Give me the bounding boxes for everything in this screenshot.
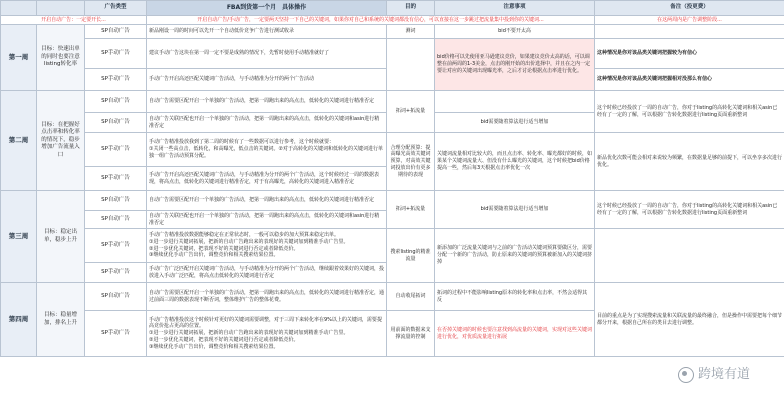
ad-type: SP手动广告 bbox=[85, 263, 147, 283]
notes-cell bbox=[435, 91, 595, 113]
steps-cell: 手动广告精准投放数据能够稳定在正常状态时，一般可以稳步的加大预算来稳定出单。 ①进一步进行关键词拓展，把新的自动广告跑出来的表现好的关键词加到精准手动广告里。 ②进一步优化关键词，把表现不好的关键词进行否定或者降低竞价。 ③继续优化手动广告出价，调整竞价和相关搜索结果位置。 bbox=[147, 229, 387, 263]
notes-cell bbox=[435, 191, 595, 229]
week-label: 第二周 bbox=[1, 91, 37, 191]
remark-cell bbox=[595, 91, 784, 133]
steps-cell: 新品刚设一周的时间可以先开一个自动低价竞争广告进行测试收录 bbox=[147, 25, 387, 39]
steps-cell: 自动广告需要区配开启一个单独的广告活动，把第一周跑出来的高点击，低转化的关键词进行精准否定 bbox=[147, 191, 387, 211]
remark-cell: 目前的重点是为了实现搜索流量和关联流量的最终融合，但是操作中需要把每个细节都分开来，根据自己所在的类目去进行调整。 bbox=[595, 283, 784, 357]
ad-type: SP自动广告 bbox=[85, 91, 147, 113]
steps-cell: 自动广告关联匹配也开启一个单独的广告活动，把第一周跑出来的高点击，低转化的关键词和asin进行精准否定 bbox=[147, 211, 387, 229]
purpose-cell: 自动收尾拓词 bbox=[387, 283, 435, 311]
purpose-cell: 拓词+拓流量 bbox=[387, 191, 435, 229]
page-title: FBA到货第一个月 bbox=[226, 3, 277, 11]
steps-cell: 自动广告需要区配开启一个单独的广告活动，把第一周跑出来的高点击，低转化的关键词进行精准否定，通过前面三周的数据表现不断否词，整体维护广告的整体花费。 bbox=[147, 283, 387, 311]
banner-right: 在这两周内是广告调整阶段... bbox=[595, 16, 784, 25]
steps-cell: 自动广告需要区配开启一个单独的广告活动，把第一周跑出来的高点击，低转化的关键词进行精准否定 bbox=[147, 91, 387, 113]
notes-cell: bid需要随着算法进行适当增加 bbox=[435, 113, 595, 133]
header-ad-type: 广告类型 bbox=[85, 1, 147, 16]
header-remark: 备注（投更费） bbox=[595, 1, 784, 16]
watermark bbox=[678, 366, 750, 384]
notes-cell: 在否掉关键词的时候也要注意找到高流量的关键词，实现对这些关键词进行优化，对优质流量进行拓展 bbox=[435, 311, 595, 357]
notes-cell: 新添加的广泛流量关键词与之前的广告活动关键词预算要做区分，需要分配一个新的广告活动，防止原来的关键词的预算被新加入的关键词挤掉 bbox=[435, 229, 595, 283]
steps-cell: 自动广告关联匹配也开启一个单独的广告活动，把第一周跑出来的高点击，低转化的关键词和asin进行精准否定 bbox=[147, 113, 387, 133]
notes-cell: 拓词的过程中不能影响listing原本的转化率和点击率，不然会适得其反 bbox=[435, 283, 595, 311]
watermark-text: 跨境有道 bbox=[697, 367, 750, 383]
header-row bbox=[1, 1, 784, 16]
banner-left: 开启自动广告：一定要开长... bbox=[1, 16, 147, 25]
ad-type: SP手动广告 bbox=[85, 133, 147, 167]
table-row bbox=[1, 191, 784, 211]
week-goal: 目标：在把握好点击率和转化率的情况下，稳步增加广告流量入口 bbox=[37, 91, 85, 191]
notes-cell: bid不要开太高 bbox=[435, 25, 595, 39]
header-empty-2 bbox=[37, 1, 85, 16]
table-row bbox=[1, 283, 784, 311]
header-steps-label: 具体操作 bbox=[282, 3, 307, 11]
remark-cell bbox=[595, 25, 784, 39]
header-empty bbox=[1, 1, 37, 16]
week-goal: 目标：稳量增加，排名上升 bbox=[37, 283, 85, 357]
purpose-cell: 搜索listing的精准流量 bbox=[387, 229, 435, 283]
steps-cell: 手动广告精准投放我到了第二周的时候有了一些数据可以进行参考，这个时候就要： ①关闭一些高点击，低转化，和高曝光，低点击的关键词。②对于高转化的关键词和低转化的关键词进行单独一组广告活动预算分配。 bbox=[147, 133, 387, 167]
week-label: 第四周 bbox=[1, 283, 37, 357]
purpose-cell: 合理分配预算：提高曝光高效关键词预算，对高效关键词投放出价有更多期待的表现 bbox=[387, 133, 435, 191]
purpose-cell: 测词 bbox=[387, 25, 435, 39]
week-label: 第一周 bbox=[1, 25, 37, 91]
table-row bbox=[1, 25, 784, 39]
remark-text: 这个时候已经投放了一周的自动广告，你对于listing的高转化关键词和相关asin已经有了一定的了解，可以根据广告转化数据进行listing页面重新整词 bbox=[597, 104, 778, 118]
header-steps bbox=[147, 1, 387, 16]
banner-center: 开启自动广告/手动广告，一定要两天坚持一下自己的关键词，如果你对自己和系统的关键词都没有信心，可以直接在这一步跳过把流量集中投到你的关键词... bbox=[147, 16, 595, 25]
steps-cell: 手动广告精准投放这个时候针对更好的关键词需要调整，对于三周下来转化率在9%以上的关键词，需要提高竞价抢占更高的位置。 ①进一步进行关键词拓展，把新的自动广告跑出来的表现好的关键词加到精准手动广告里。 ②进一步优化关键词，把表现不好的关键词进行否定或者降低竞价。 ③继续优化手动广告出价，调整竞价和相关搜索结果位置。 bbox=[147, 311, 387, 357]
header-purpose: 目的 bbox=[387, 1, 435, 16]
purpose-cell bbox=[387, 39, 435, 91]
purpose-cell: 拓词+拓流量 bbox=[387, 91, 435, 133]
week-goal: 目标：快速出单的同时也要注意listing转化率 bbox=[37, 25, 85, 91]
table-row bbox=[1, 133, 784, 167]
ad-type: SP手动广告 bbox=[85, 167, 147, 191]
week-goal: 目标：稳定出单，稳步上升 bbox=[37, 191, 85, 283]
notes-text: bid需要随着算法进行适当增加 bbox=[480, 206, 549, 213]
remark-cell: 这种情况是你对该品类关键词把握相对没那么有信心 bbox=[595, 69, 784, 91]
wechat-logo-icon bbox=[678, 367, 694, 383]
ad-type: SP自动广告 bbox=[85, 25, 147, 39]
steps-cell: 建议手动广告这块在第一周一定不要是成熟的情况下，先暂时使用手动精准就好了 bbox=[147, 39, 387, 69]
table-row bbox=[1, 39, 784, 69]
table-row bbox=[1, 229, 784, 263]
ad-type: SP自动广告 bbox=[85, 113, 147, 133]
ad-type: SP手动广告 bbox=[85, 39, 147, 69]
notes-cell: 关键词流量相对比较大的，而且点击率、转化率、曝光都好的时候，如果某个关键词流量大、但没有什么曝光的关键词，这个时候把bid价格提高一些，然后每3天根据点击率优化一次 bbox=[435, 133, 595, 191]
purpose-cell: 用前面的数据来支撑流量的控制 bbox=[387, 311, 435, 357]
header-notes: 注意事项 bbox=[435, 1, 595, 16]
ad-type: SP自动广告 bbox=[85, 283, 147, 311]
banner-row bbox=[1, 16, 784, 25]
week-label: 第三周 bbox=[1, 191, 37, 283]
table-row bbox=[1, 91, 784, 113]
remark-cell bbox=[595, 229, 784, 283]
steps-cell: 手动广告开启高还匹配关键词广告活动，与手动精准为分开的两个广告活动 bbox=[147, 69, 387, 91]
notes-cell: bid价格可以先使用亚马逊建议竞价，如果建议竞价太高的话，可以调整在前两周的1-3美金，点击的刚开始的出价选择中，并且在之内一定要让对应的关键词出现曝光率，之后才讨论根据点击率进行优化。 bbox=[435, 39, 595, 91]
ad-type: SP手动广告 bbox=[85, 69, 147, 91]
remark-cell: 新品优化次数可能会相对来说较为频繁，在数据量足够的前提下，可以坐享多次进行优化。 bbox=[595, 133, 784, 191]
steps-cell: 手动广告广泛匹配开启关键词广告活动，与手动精准为分开的两个广告活动，继续跟着效果好的关键词，投放进入手动广泛匹配，将高点击低转化的关键词进行否定 bbox=[147, 263, 387, 283]
steps-cell: 手动广告开启高还匹配关键词广告活动，与手动精准为分开的两个广告活动，这个时候经过一周的数据表现，将高点击，低转化的关键词进行精准否定，对于有高曝光，高转化的关键词进入精准否定 bbox=[147, 167, 387, 191]
ad-type: SP手动广告 bbox=[85, 311, 147, 357]
ad-type: SP手动广告 bbox=[85, 229, 147, 263]
remark-cell: 这个时候已经投放了一周的自动广告，你对于listing的高转化关键词和相关asin已经有了一定的了解，可以根据广告转化数据进行listing页面重新整词 bbox=[595, 191, 784, 229]
remark-cell: 这种情况是你对该品类关键词把握较为有信心 bbox=[595, 39, 784, 69]
ad-type: SP自动广告 bbox=[85, 191, 147, 211]
ad-type: SP自动广告 bbox=[85, 211, 147, 229]
